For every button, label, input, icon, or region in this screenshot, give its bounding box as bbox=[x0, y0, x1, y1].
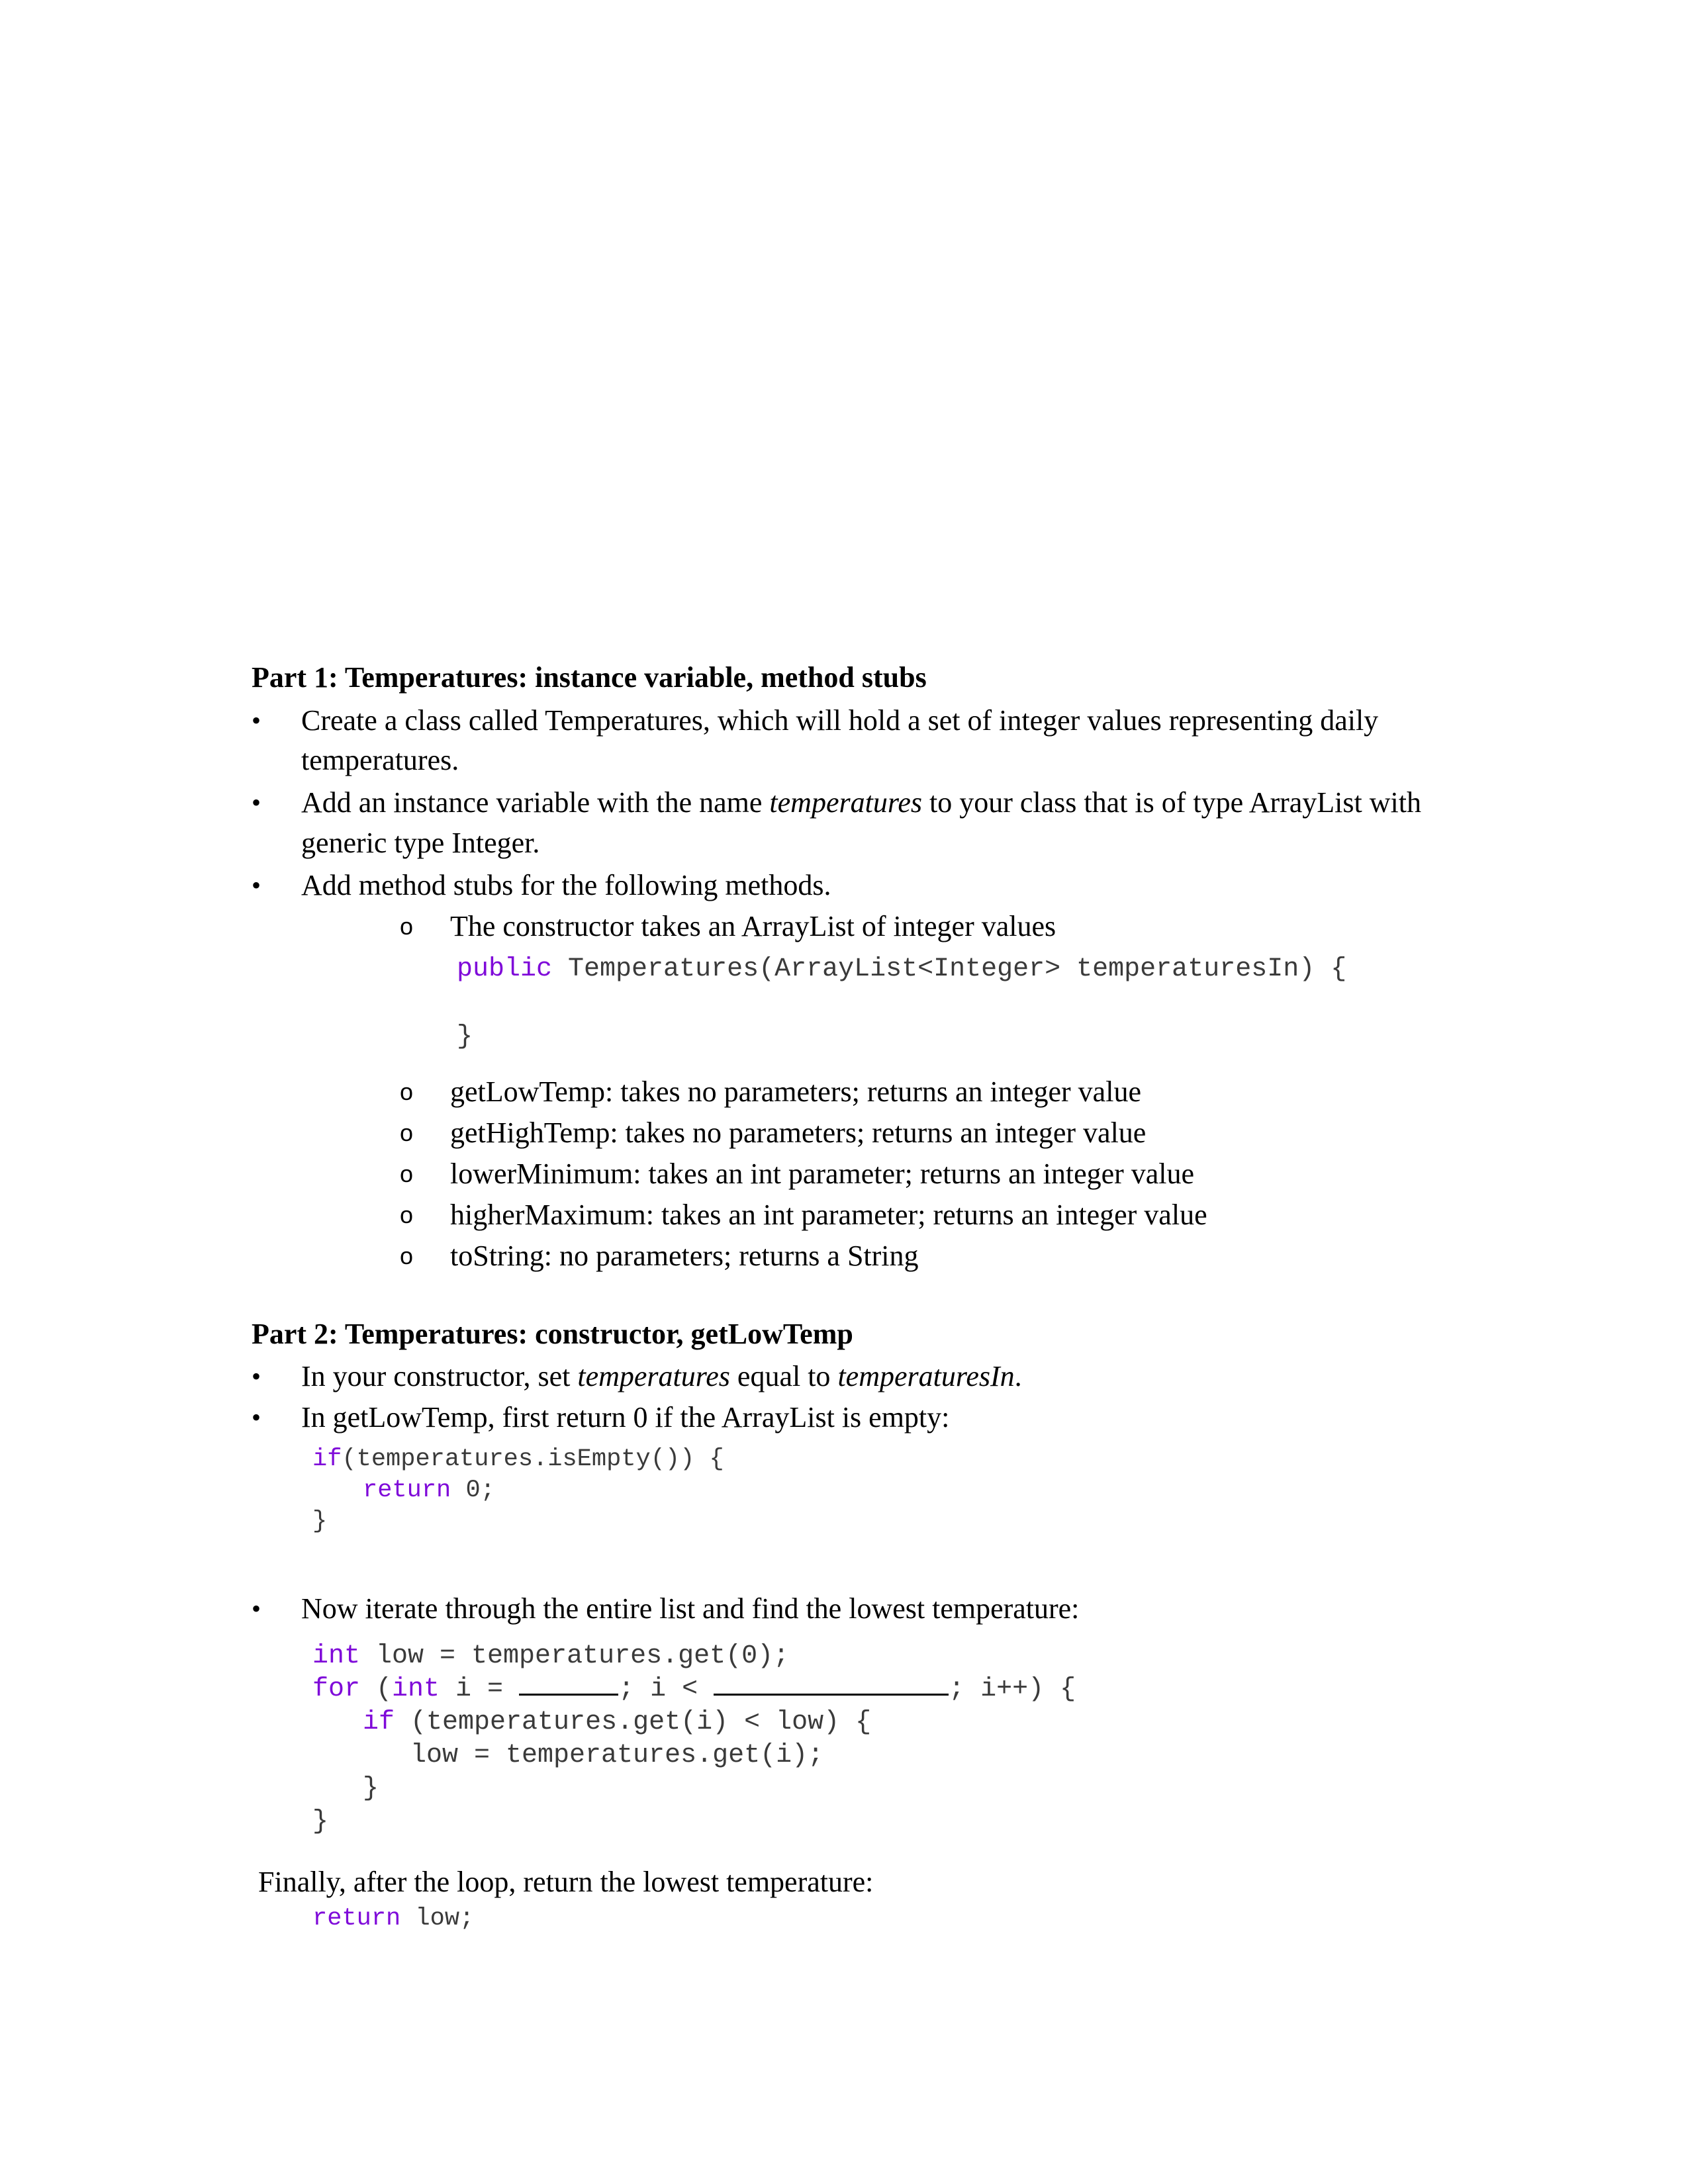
bullet-marker: • bbox=[252, 1361, 261, 1391]
code-keyword: int bbox=[392, 1674, 440, 1704]
fill-in-blank-end[interactable] bbox=[714, 1693, 949, 1696]
code-for-close: } bbox=[312, 1807, 329, 1837]
code-text: Temperatures(ArrayList<Integer> temperaturesIn) { bbox=[552, 954, 1347, 984]
code-keyword: public bbox=[457, 954, 553, 984]
text-span: to your class that is of type ArrayList with bbox=[921, 786, 1421, 819]
text-span: . bbox=[1014, 1360, 1022, 1392]
code-keyword: int bbox=[312, 1641, 361, 1671]
sub-bullet-marker: o bbox=[400, 1242, 414, 1269]
code-text: (temperatures.isEmpty()) { bbox=[342, 1445, 724, 1473]
part2-heading: Part 2: Temperatures: constructor, getLowTemp bbox=[252, 1318, 853, 1350]
code-text: low = temperatures.get(0); bbox=[360, 1641, 790, 1671]
bullet-marker: • bbox=[252, 1402, 261, 1432]
sub-bullet-marker: o bbox=[400, 1119, 414, 1146]
code-keyword: return bbox=[312, 1905, 401, 1933]
part1-heading: Part 1: Temperatures: instance variable, method stubs bbox=[252, 661, 927, 694]
code-return-low-line bbox=[312, 1903, 474, 1934]
code-keyword: for bbox=[312, 1674, 361, 1704]
code-text: ; i < bbox=[618, 1674, 714, 1704]
code-constructor-signature bbox=[457, 953, 1346, 986]
bullet-marker: • bbox=[252, 788, 261, 817]
sub-item-lowerminimum: lowerMinimum: takes an int parameter; returns an integer value bbox=[450, 1158, 1195, 1190]
part2-finally-text: Finally, after the loop, return the lowest temperature: bbox=[258, 1866, 874, 1898]
sub-bullet-marker: o bbox=[400, 913, 414, 940]
emphasis-temperatures: temperatures bbox=[769, 786, 922, 819]
text-span: Add an instance variable with the name bbox=[301, 786, 770, 819]
code-text: i = bbox=[440, 1674, 520, 1704]
code-text: 0; bbox=[451, 1477, 495, 1504]
code-for-line bbox=[312, 1673, 1076, 1706]
part2-bullet3: Now iterate through the entire list and find the lowest temperature: bbox=[301, 1592, 1080, 1625]
bullet-marker: • bbox=[252, 705, 261, 735]
sub-item-gethightemp: getHighTemp: takes no parameters; returns an integer value bbox=[450, 1116, 1147, 1149]
code-int-low-line bbox=[312, 1640, 789, 1673]
sub-item-getlowtemp: getLowTemp: takes no parameters; returns an integer value bbox=[450, 1075, 1141, 1108]
code-isempty-close: } bbox=[312, 1508, 328, 1535]
code-assign-line: low = temperatures.get(i); bbox=[410, 1741, 824, 1770]
fill-in-blank-start[interactable] bbox=[519, 1693, 618, 1696]
sub-item-highermaximum: higherMaximum: takes an int parameter; returns an integer value bbox=[450, 1199, 1207, 1231]
code-keyword: if bbox=[312, 1445, 342, 1473]
emphasis-temperaturesin: temperaturesIn bbox=[837, 1360, 1015, 1392]
part1-bullet1-line2: temperatures. bbox=[301, 744, 459, 776]
part2-bullet1 bbox=[301, 1359, 1022, 1394]
code-text: (temperatures.get(i) < low) { bbox=[395, 1707, 872, 1737]
code-return-zero-line bbox=[363, 1475, 495, 1506]
part1-bullet3: Add method stubs for the following methods. bbox=[301, 869, 831, 901]
emphasis-temperatures: temperatures bbox=[577, 1360, 730, 1392]
sub-bullet-marker: o bbox=[400, 1160, 414, 1187]
part2-bullet2: In getLowTemp, first return 0 if the ArrayList is empty: bbox=[301, 1401, 950, 1433]
code-keyword: return bbox=[363, 1477, 451, 1504]
part1-bullet1-line1: Create a class called Temperatures, which will hold a set of integer values representing daily bbox=[301, 704, 1379, 737]
bullet-marker: • bbox=[252, 1594, 261, 1623]
bullet-marker: • bbox=[252, 870, 261, 900]
sub-bullet-marker: o bbox=[400, 1078, 414, 1105]
code-text: low; bbox=[400, 1905, 475, 1933]
sub-item-tostring: toString: no parameters; returns a String bbox=[450, 1240, 919, 1272]
sub-item-constructor: The constructor takes an ArrayList of integer values bbox=[450, 910, 1056, 942]
code-if-line bbox=[363, 1706, 871, 1739]
code-keyword: if bbox=[363, 1707, 395, 1737]
code-if-close: } bbox=[363, 1774, 379, 1803]
sub-bullet-marker: o bbox=[400, 1201, 414, 1228]
code-isempty-line bbox=[312, 1444, 724, 1475]
code-constructor-close: } bbox=[457, 1022, 473, 1052]
text-span: In your constructor, set bbox=[301, 1360, 578, 1392]
code-text: ( bbox=[360, 1674, 393, 1704]
part1-bullet2-line2: generic type Integer. bbox=[301, 827, 540, 859]
text-span: equal to bbox=[729, 1360, 838, 1392]
code-text: ; i++) { bbox=[949, 1674, 1076, 1704]
part1-bullet2-line1 bbox=[301, 786, 1421, 820]
